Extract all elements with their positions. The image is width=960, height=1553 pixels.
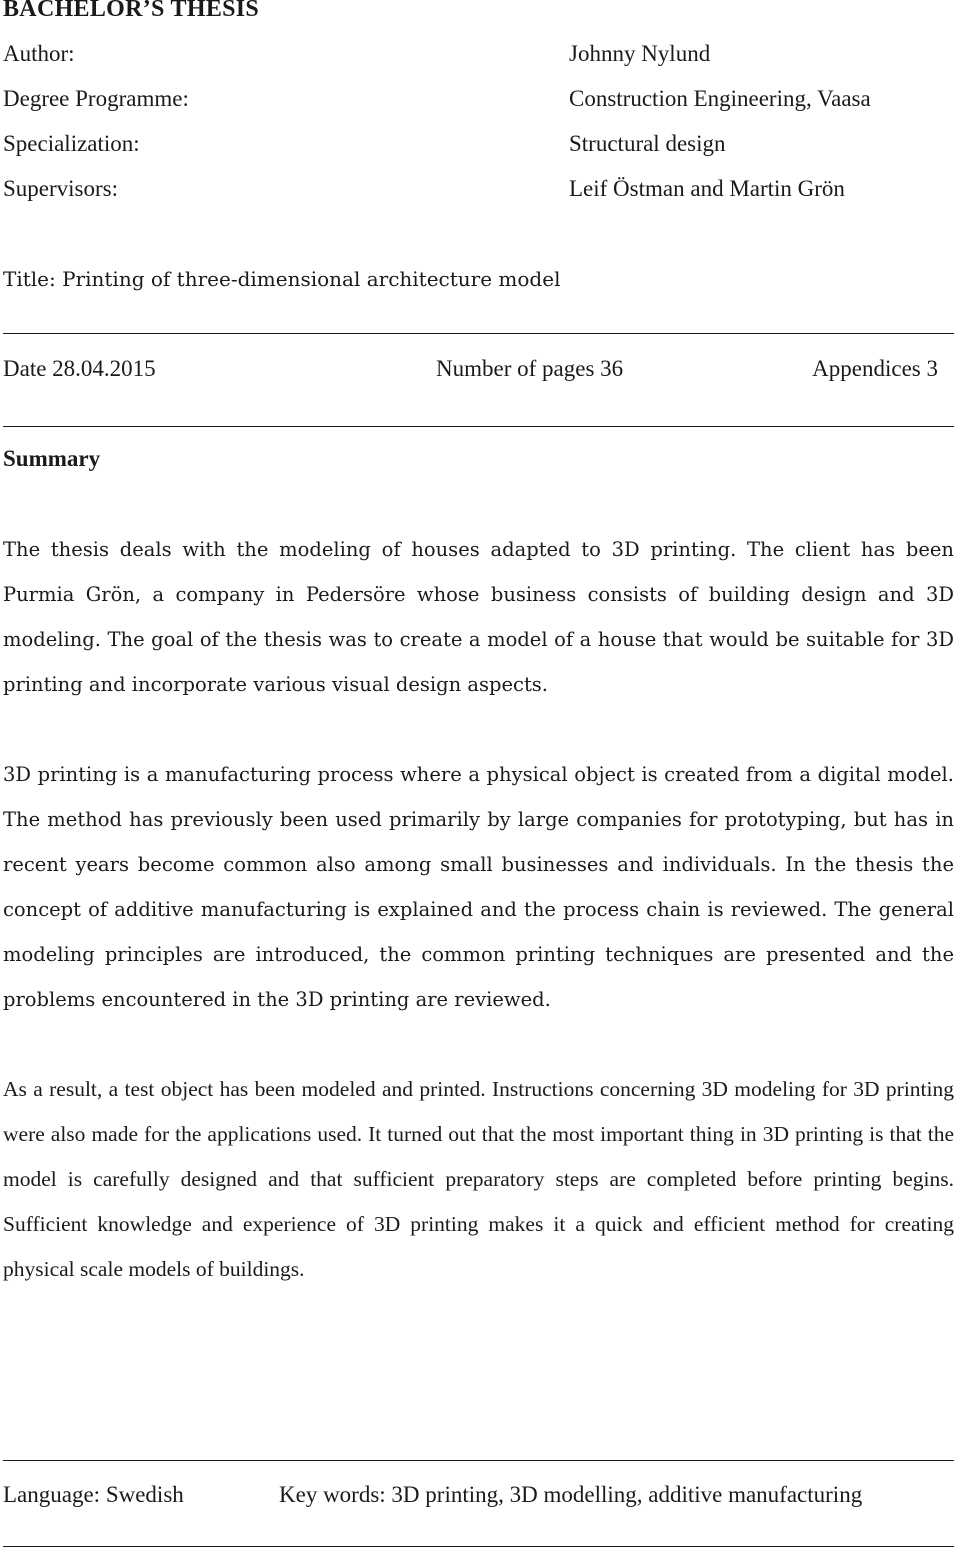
footer-row (3, 1480, 953, 1510)
thesis-title: Title: Printing of three-dimensional architecture model (3, 267, 561, 291)
meta-value: Johnny Nylund (569, 41, 711, 66)
date-text: Date 28.04.2015 (3, 356, 156, 381)
summary-heading: Summary (3, 446, 101, 471)
meta-label: Author: (3, 41, 75, 66)
page-count-text: Number of pages 36 (436, 356, 624, 381)
divider (3, 1460, 954, 1461)
keywords-text: Key words: 3D printing, 3D modelling, additive manufacturing (279, 1482, 863, 1507)
meta-row-author (3, 39, 953, 69)
meta-label: Degree Programme: (3, 86, 189, 111)
appendices-text: Appendices 3 (812, 356, 938, 381)
meta-value: Structural design (569, 131, 726, 156)
info-row (3, 354, 938, 384)
language-text: Language: Swedish (3, 1482, 184, 1507)
divider (3, 333, 954, 334)
meta-label: Supervisors: (3, 176, 118, 201)
meta-row-specialization (3, 129, 953, 159)
divider (3, 1546, 954, 1547)
summary-paragraph: 3D printing is a manufacturing process where a physical object is created from a digital model. The method has previously been used primarily by large companies for prototyping, but has in recent years become common also among small businesses and individuals. In the thesis the concept of additive manufacturing is explained and the process chain is reviewed. The general modeling principles are introduced, the common printing techniques are presented and the problems encountered in the 3D printing are reviewed. (3, 763, 954, 1011)
meta-value: Construction Engineering, Vaasa (569, 86, 871, 111)
summary-paragraph: As a result, a test object has been modeled and printed. Instructions concerning 3D modeling for 3D printing were also made for the applications used. It turned out that the most important thing in 3D printing is that the model is carefully designed and that sufficient preparatory steps are completed before printing begins. Sufficient knowledge and experience of 3D printing makes it a quick and efficient method for creating physical scale models of buildings. (3, 1077, 954, 1281)
meta-label: Specialization: (3, 131, 140, 156)
meta-row-supervisors (3, 174, 953, 204)
meta-row-degree-programme (3, 84, 953, 114)
document-heading: BACHELOR’S THESIS (3, 0, 260, 22)
meta-value: Leif Östman and Martin Grön (569, 176, 845, 201)
divider (3, 426, 954, 427)
summary-paragraph: The thesis deals with the modeling of houses adapted to 3D printing. The client has been Purmia Grön, a company in Pedersöre whose business consists of building design and 3D modeling. The goal of the thesis was to create a model of a house that would be suitable for 3D printing and incorporate various visual design aspects. (3, 538, 954, 696)
